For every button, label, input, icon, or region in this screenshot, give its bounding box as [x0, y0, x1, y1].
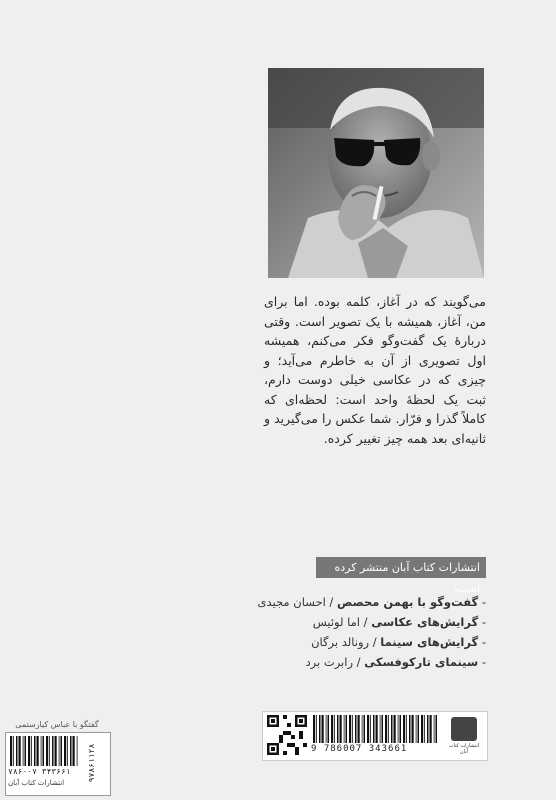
list-item: - گفت‌وگو با بهمن محصص / احسان مجیدی — [257, 595, 486, 609]
sticker-publisher-text: انتشارات کتاب آبان — [8, 779, 65, 787]
book-title: گرایش‌های سینما — [380, 635, 479, 649]
sticker-vertical-number — [84, 736, 104, 790]
book-author: احسان مجیدی — [257, 595, 326, 609]
book-author: اما لوئیس — [312, 615, 360, 629]
isbn-number: 9 786007 343661 — [311, 744, 408, 754]
publisher-logo-text: انتشارات کتاب آبان — [448, 743, 480, 755]
book-author: رابرت برد — [305, 655, 354, 669]
book-author: رونالد برگان — [311, 635, 370, 649]
book-title: سینمای تارکوفسکی — [364, 655, 479, 669]
list-item: - گرایش‌های سینما / رونالد برگان — [311, 635, 486, 649]
sticker-vertical-text: ۹۷۸۶۱۱۲۸ — [87, 743, 96, 783]
list-item: - سینمای تارکوفسکی / رابرت برد — [305, 655, 486, 669]
sticker-numbers: ۷۸۶۰۰۷ ۳۴۳۶۶۱ — [8, 767, 71, 776]
book-title: گفت‌وگو با بهمن محصص — [336, 595, 479, 609]
isbn-barcode — [311, 715, 441, 743]
quote-text: می‌گویند که در آغاز، کلمه بوده. اما برای من، آغاز، همیشه با یک تصویر است. وقتی دربارهٔ یک گفت‌وگو فکر می‌کنم، همیشه اول تصویری از آن به خاطرم می‌آید؛ و چیزی که در عکاسی خیلی دوست دارم، ثبت یک لحظهٔ واحد است: لحظه‌ای که کاملاً گذرا و فرّار. شما عکس را می‌گیرید و ثانیه‌ای بعد همه چیز تغییر کرده. — [264, 294, 486, 446]
publisher-logo — [447, 715, 481, 755]
qr-code-icon — [267, 715, 307, 755]
list-item: - گرایش‌های عکاسی / اما لوئیس — [312, 615, 486, 629]
price-barcode — [8, 736, 80, 766]
book-title: گرایش‌های عکاسی — [371, 615, 479, 629]
publisher-list-heading: انتشارات کتاب آبان منتشر کرده است: — [316, 557, 486, 578]
publisher-logo-icon — [451, 717, 477, 741]
sticker-book-title: گفتگو با عباس کیارستمی — [15, 720, 99, 729]
author-quote — [264, 292, 486, 448]
published-books-list — [257, 592, 486, 672]
author-portrait-photo — [268, 68, 484, 278]
